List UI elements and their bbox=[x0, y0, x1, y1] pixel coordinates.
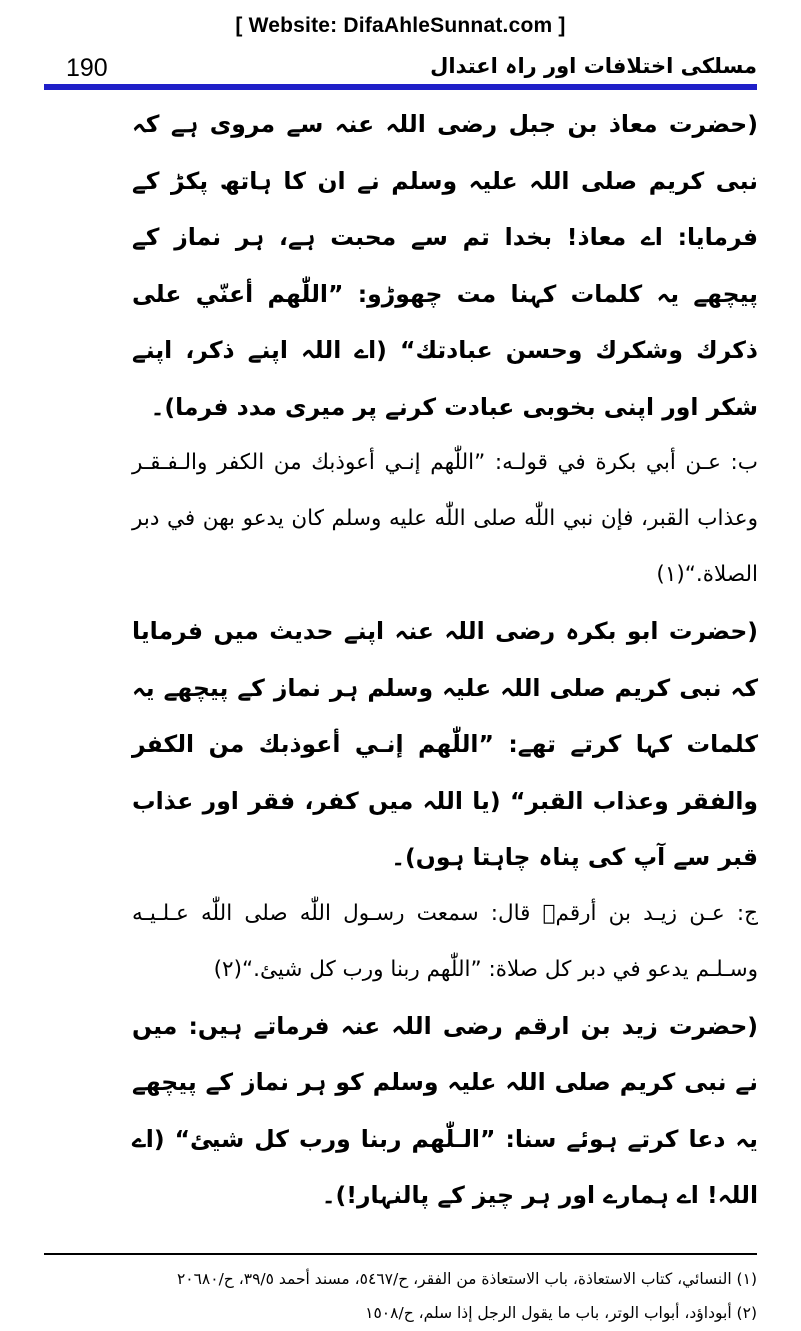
footnote-2: (٢) أبوداؤد، أبواب الوتر، باب ما يقول الرجل إذا سلم، ح/١٥٠٨ bbox=[365, 1304, 757, 1322]
paragraph-arabic-2: ب: عـن أبي بكرة في قولـه: ”اللّٰهم إنـي أعوذبك من الكفر والـفـقـر وعذاب القبر، فإن نبي اللّٰه صلى اللّٰه عليه وسلم كان يدعو بهن في دبر الصلاة.“(١) bbox=[132, 450, 758, 587]
running-title: مسلکی اختلافات اور راہ اعتدال bbox=[430, 54, 757, 78]
footnote-1: (١) النسائي، كتاب الاستعاذة، باب الاستعاذة من الفقر، ح/٥٤٦٧، مسند أحمد ٣٩/٥، ح/٢٠٦٨٠ bbox=[176, 1270, 757, 1288]
paragraph-urdu-5: (حضرت زید بن ارقم رضی اللہ عنہ فرماتے ہیں: میں نے نبی کریم صلی اللہ علیہ وسلم کو ہر نماز کے پیچھے یہ دعا کرتے ہوئے سنا: ”الـلّٰهم ربنا ورب كل شيئ“ (اے اللہ! اے ہمارے اور ہر چیز کے پالنہار!)۔ bbox=[132, 1011, 758, 1209]
page-body bbox=[132, 96, 758, 1224]
paragraph-urdu-1: (حضرت معاذ بن جبل رضی اللہ عنہ سے مروی ہے کہ نبی کریم صلی اللہ علیہ وسلم نے ان کا ہاتھ پکڑ کے فرمایا: اے معاذ! بخدا تم سے محبت ہے، ہر نماز کے پیچھے یہ کلمات کہنا مت چھوڑو: ”اللّٰهم أعنّي علی ذکرك وشکرك وحسن عبادتك“ (اے اللہ اپنے ذکر، اپنے شکر اور اپنی بخوبی عبادت کرنے پر میری مدد فرما)۔ bbox=[132, 110, 758, 421]
paragraph-arabic-4: ج: عـن زيـد بن أرقمؓ قال: سمعت رسـول اللّٰه صلى اللّٰه عـلـيـه وسـلـم يدعو في دبر كل صلاة: ”اللّٰهم ربنا ورب كل شيئ.“(٢) bbox=[132, 900, 758, 982]
header-rule bbox=[44, 84, 757, 90]
paragraph-urdu-3: (حضرت ابو بکرہ رضی اللہ عنہ اپنے حدیث میں فرمایا کہ نبی کریم صلی اللہ علیہ وسلم ہر نماز کے پیچھے یہ کلمات کہا کرتے تھے: ”اللّٰهم إنـي أعوذبك من الكفر والفقر وعذاب القبر“ (یا اللہ میں کفر، فقر اور عذاب قبر سے آپ کی پناہ چاہتا ہوں)۔ bbox=[132, 617, 758, 871]
page-number: 190 bbox=[66, 54, 108, 82]
footnote-rule bbox=[44, 1253, 757, 1255]
footnotes bbox=[44, 1262, 757, 1330]
site-banner: [ Website: DifaAhleSunnat.com ] bbox=[235, 14, 566, 37]
